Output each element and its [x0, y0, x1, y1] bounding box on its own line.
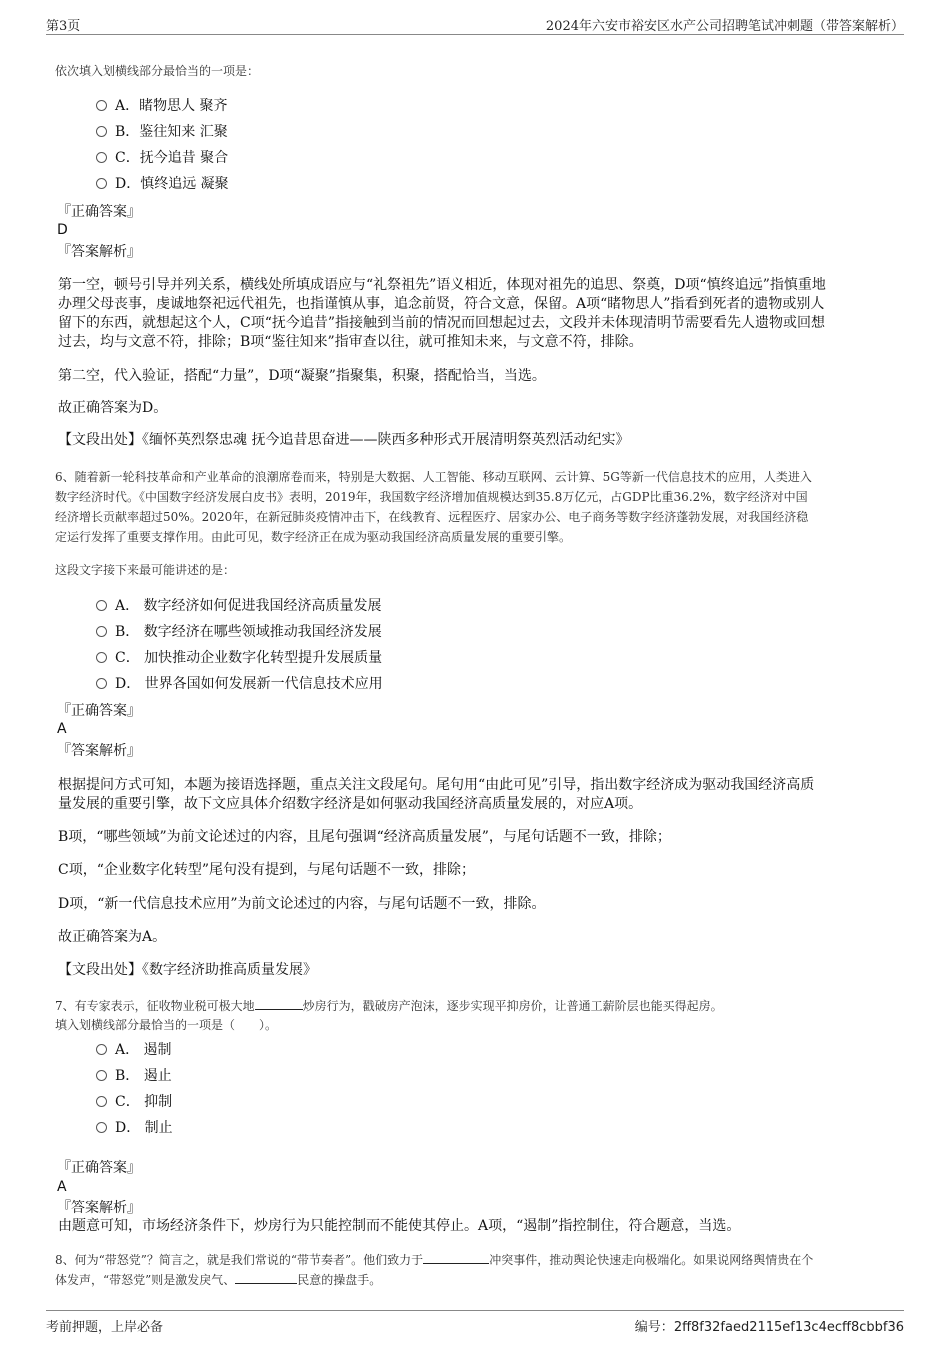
- fill-blank: [423, 1251, 489, 1264]
- q6-passage-line: 定运行发挥了重要支撑作用。由此可见，数字经济正在成为驱动我国经济高质量发展的重要引擎。: [55, 530, 572, 544]
- page-footer: [46, 1310, 904, 1337]
- q7-option-b[interactable]: B． 遏止: [96, 1066, 172, 1086]
- fill-blank: [255, 997, 303, 1010]
- q6-option-c[interactable]: C． 加快推动企业数字化转型提升发展质量: [96, 648, 382, 668]
- q5-analysis-line: 留下的东西，就想起这个人，C项“抚今追昔”指接触到当前的情况而回想起过去，文段并未体现清明节需要看先人遗物或回想: [58, 315, 826, 331]
- footer-slogan: 考前押题，上岸必备: [46, 1320, 164, 1335]
- q6-analysis-line: B项，“哪些领域”为前文论述过的内容，且尾句强调“经济高质量发展”，与尾句话题不一致，排除；: [58, 829, 671, 845]
- q6-analysis-line: C项，“企业数字化转型”尾句没有提到，与尾句话题不一致，排除；: [58, 862, 476, 878]
- page-number: 第3页: [46, 19, 81, 34]
- q6-option-a[interactable]: A． 数字经济如何促进我国经济高质量发展: [96, 596, 382, 616]
- q7-option-d[interactable]: D． 制止: [96, 1118, 173, 1138]
- q5-option-c[interactable]: C．抚今追昔 聚合: [96, 148, 228, 168]
- radio-icon[interactable]: [96, 152, 107, 163]
- q7-option-c[interactable]: C． 抑制: [96, 1092, 172, 1112]
- q6-option-d[interactable]: D． 世界各国如何发展新一代信息技术应用: [96, 674, 383, 694]
- document-code: 编号：2ff8f32faed2115ef13c4ecff8cbbf36: [634, 1320, 904, 1335]
- radio-icon[interactable]: [96, 678, 107, 689]
- radio-icon[interactable]: [96, 100, 107, 111]
- q8-stem-line1: 8、何为“带怒党”？简言之，就是我们常说的“带节奏者”。他们致力于 冲突事件，推动舆论快速走向极端化。如果说网络舆情贵在个: [55, 1253, 814, 1267]
- q5-prompt: 依次填入划横线部分最恰当的一项是：: [55, 64, 260, 78]
- q7-stem: 7、有专家表示，征收物业税可极大地 炒房行为，戳破房产泡沫，逐步实现平抑房价，让普通工薪阶层也能买得起房。: [55, 999, 723, 1013]
- radio-icon[interactable]: [96, 652, 107, 663]
- q6-analysis-line: D项，“新一代信息技术应用”为前文论述过的内容，与尾句话题不一致，排除。: [58, 896, 546, 912]
- q6-analysis-line: 根据提问方式可知，本题为接语选择题，重点关注文段尾句。尾句用“由此可见”引导，指出数字经济成为驱动我国经济高质: [58, 777, 815, 793]
- q6-option-b[interactable]: B． 数字经济在哪些领域推动我国经济发展: [96, 622, 382, 642]
- q5-conclusion: 故正确答案为D。: [58, 400, 168, 416]
- q6-passage-line: 6、随着新一轮科技革命和产业革命的浪潮席卷而来，特别是大数据、人工智能、移动互联网、云计算、5G等新一代信息技术的应用，人类进入: [55, 470, 812, 484]
- q7-answer-label: 『正确答案』: [57, 1160, 141, 1176]
- q6-passage-line: 数字经济时代。《中国数字经济发展白皮书》表明，2019年，我国数字经济增加值规模达到35.8万亿元，占GDP比重36.2%，数字经济对中国: [55, 490, 808, 504]
- radio-icon[interactable]: [96, 1044, 107, 1055]
- q6-prompt: 这段文字接下来最可能讲述的是：: [55, 563, 236, 577]
- radio-icon[interactable]: [96, 126, 107, 137]
- radio-icon[interactable]: [96, 1096, 107, 1107]
- radio-icon[interactable]: [96, 1122, 107, 1133]
- q5-analysis-label: 『答案解析』: [57, 244, 141, 260]
- page-header: [46, 12, 904, 35]
- q5-source: 【文段出处】《缅怀英烈祭忠魂 抚今追昔思奋进——陕西多种形式开展清明祭英烈活动纪实》: [58, 432, 630, 448]
- q7-analysis: 由题意可知，市场经济条件下，炒房行为只能控制而不能使其停止。A项，“遏制”指控制住，符合题意，当选。: [58, 1218, 741, 1234]
- radio-icon[interactable]: [96, 600, 107, 611]
- q7-option-a[interactable]: A． 遏制: [96, 1040, 172, 1060]
- radio-icon[interactable]: [96, 1070, 107, 1081]
- q6-conclusion: 故正确答案为A。: [58, 929, 167, 945]
- radio-icon[interactable]: [96, 178, 107, 189]
- q6-answer-label: 『正确答案』: [57, 703, 141, 719]
- q5-analysis-line: 第二空，代入验证，搭配“力量”，D项“凝聚”指聚集，积聚，搭配恰当，当选。: [58, 368, 546, 384]
- q6-passage-line: 经济增长贡献率超过50%。2020年，在新冠肺炎疫情冲击下，在线教育、远程医疗、居家办公、电子商务等数字经济蓬勃发展，对我国经济稳: [55, 510, 809, 524]
- q5-option-d[interactable]: D．慎终追远 凝聚: [96, 174, 229, 194]
- document-title: 2024年六安市裕安区水产公司招聘笔试冲刺题（带答案解析）: [545, 19, 904, 34]
- q5-option-b[interactable]: B．鉴往知来 汇聚: [96, 122, 228, 142]
- q6-source: 【文段出处】《数字经济助推高质量发展》: [58, 962, 317, 978]
- q7-analysis-label: 『答案解析』: [57, 1200, 141, 1216]
- q5-option-a[interactable]: A．睹物思人 聚齐: [96, 96, 228, 116]
- q7-prompt: 填入划横线部分最恰当的一项是（ ）。: [55, 1018, 278, 1032]
- q6-analysis-label: 『答案解析』: [57, 743, 141, 759]
- q5-analysis-line: 办理父母丧事，虔诚地祭祀远代祖先，也指谨慎从事，追念前贤，符合文意，保留。A项“睹物思人”指看到死者的遗物或别人: [58, 296, 825, 312]
- q6-answer-value: A: [57, 721, 67, 737]
- fill-blank: [235, 1271, 297, 1284]
- q8-stem-line2: 体发声，“带怒党”则是激发戾气、 民意的操盘手。: [55, 1273, 382, 1287]
- q5-analysis-line: 过去，均与文意不符，排除；B项“鉴往知来”指审查以往，就可推知未来，与文意不符，排除。: [58, 334, 643, 350]
- q6-analysis-line: 量发展的重要引擎，故下文应具体介绍数字经济是如何驱动我国经济高质量发展的，对应A项。: [58, 796, 643, 812]
- q5-answer-value: D: [57, 222, 68, 238]
- q5-analysis-line: 第一空，顿号引导并列关系，横线处所填成语应与“礼祭祖先”语义相近，体现对祖先的追思、祭奠，D项“慎终追远”指慎重地: [58, 277, 826, 293]
- radio-icon[interactable]: [96, 626, 107, 637]
- q5-answer-label: 『正确答案』: [57, 204, 141, 220]
- q7-answer-value: A: [57, 1179, 67, 1195]
